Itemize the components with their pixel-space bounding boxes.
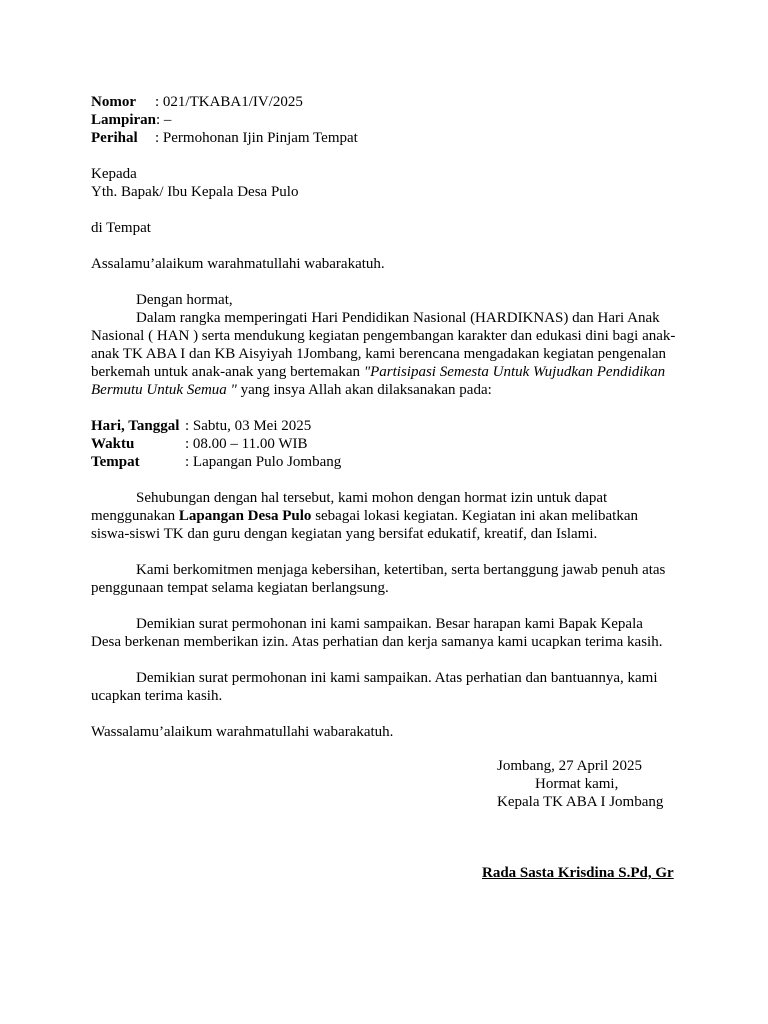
paragraph-2-line-1 xyxy=(91,489,681,507)
paragraph-1-line-4 xyxy=(91,363,681,381)
paragraph-1-line-3: anak TK ABA I dan KB Aisyiyah 1Jombang, kami berencana mengadakan kegiatan pengenalan xyxy=(91,346,666,362)
paragraph-1-line-2: Nasional ( HAN ) serta mendukung kegiatan pengembangan karakter dan edukasi dini bagi anak- xyxy=(91,328,676,344)
signature-hormat: Hormat kami, xyxy=(535,776,619,792)
signature-position: Kepala TK ABA I Jombang xyxy=(497,794,664,810)
paragraph-5-line-1 xyxy=(91,669,681,687)
p1-l5b: yang insya Allah akan dilaksanakan pada: xyxy=(236,382,492,398)
p2-l2a: menggunakan xyxy=(91,508,179,524)
location-name: Lapangan Desa Pulo xyxy=(178,508,312,524)
paragraph-5-line-2: ucapkan terima kasih. xyxy=(91,688,223,704)
dengan-hormat xyxy=(91,291,681,309)
closing-greeting: Wassalamu’alaikum warahmatullahi wabarakatuh. xyxy=(91,724,394,740)
event-day-row xyxy=(91,417,681,435)
event-time-value: : 08.00 – 11.00 WIB xyxy=(185,436,308,452)
nomor-label: Nomor xyxy=(91,94,136,110)
dengan-hormat-text: Dengan hormat, xyxy=(136,292,233,308)
p5-l1-text: Demikian surat permohonan ini kami sampaikan. Atas perhatian dan bantuannya, kami xyxy=(136,670,658,686)
p1-l1-text: Dalam rangka memperingati Hari Pendidikan Nasional (HARDIKNAS) dan Hari Anak xyxy=(136,310,660,326)
event-time-label: Waktu xyxy=(91,436,135,452)
signature-place-date: Jombang, 27 April 2025 xyxy=(497,758,642,774)
opening-greeting: Assalamu’alaikum warahmatullahi wabarakatuh. xyxy=(91,256,385,272)
event-place-value: : Lapangan Pulo Jombang xyxy=(185,454,342,470)
event-place-row xyxy=(91,453,681,471)
p4-l1-text: Demikian surat permohonan ini kami sampaikan. Besar harapan kami Bapak Kepala xyxy=(136,616,643,632)
event-day-label: Hari, Tanggal xyxy=(91,418,180,434)
paragraph-1-line-5 xyxy=(91,381,681,399)
paragraph-1-line-1 xyxy=(91,309,681,327)
p2-l2c: sebagai lokasi kegiatan. Kegiatan ini akan melibatkan xyxy=(311,508,638,524)
signatory-name: Rada Sasta Krisdina S.Pd, Gr xyxy=(482,865,674,881)
p3-l1-text: Kami berkomitmen menjaga kebersihan, ketertiban, serta bertanggung jawab penuh atas xyxy=(136,562,666,578)
paragraph-4-line-2: Desa berkenan memberikan izin. Atas perhatian dan kerja samanya kami ucapkan terima kasih. xyxy=(91,634,663,650)
signature-block xyxy=(497,757,697,811)
perihal-row xyxy=(91,129,681,147)
recipient-kepada: Kepada xyxy=(91,166,137,182)
paragraph-2-line-2 xyxy=(91,507,681,525)
nomor-value: : 021/TKABA1/IV/2025 xyxy=(155,94,303,110)
paragraph-2-line-3: siswa-siswi TK dan guru dengan kegiatan yang bersifat edukatif, kreatif, dan Islami. xyxy=(91,526,598,542)
perihal-value: : Permohonan Ijin Pinjam Tempat xyxy=(155,130,358,146)
event-time-row xyxy=(91,435,681,453)
letter-page xyxy=(91,93,681,881)
p2-l1-text: Sehubungan dengan hal tersebut, kami mohon dengan hormat izin untuk dapat xyxy=(136,490,608,506)
event-place-label: Tempat xyxy=(91,454,140,470)
lampiran-label: Lampiran xyxy=(91,112,157,128)
lampiran-value: : – xyxy=(156,112,172,128)
paragraph-3-line-2: penggunaan tempat selama kegiatan berlangsung. xyxy=(91,580,389,596)
nomor-row xyxy=(91,93,681,111)
perihal-label: Perihal xyxy=(91,130,138,146)
theme-title-part-1: "Partisipasi Semesta Untuk Wujudkan Pendidikan xyxy=(363,364,666,380)
p1-l4a: berkemah untuk anak-anak yang bertemakan xyxy=(91,364,364,380)
paragraph-4-line-1 xyxy=(91,615,681,633)
lampiran-row xyxy=(91,111,681,129)
recipient-name: Yth. Bapak/ Ibu Kepala Desa Pulo xyxy=(91,184,299,200)
paragraph-3-line-1 xyxy=(91,561,681,579)
recipient-place: di Tempat xyxy=(91,220,151,236)
theme-title-part-2: Bermutu Untuk Semua " xyxy=(91,382,237,398)
event-day-value: : Sabtu, 03 Mei 2025 xyxy=(185,418,312,434)
